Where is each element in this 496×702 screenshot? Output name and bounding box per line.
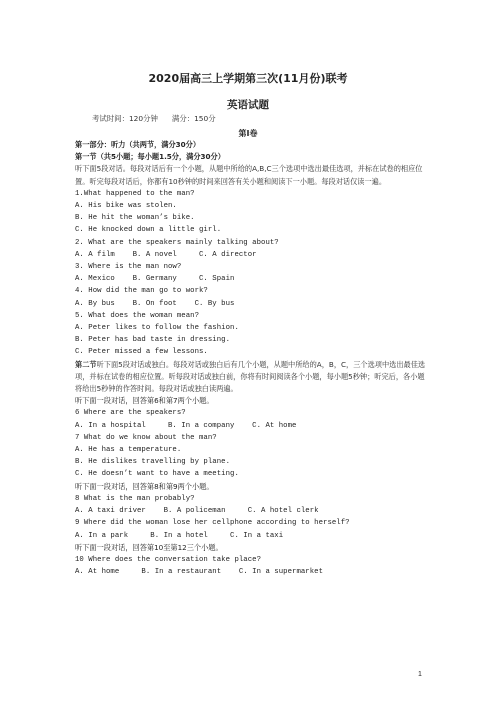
question-2-options: A. A film B. A novel C. A director: [75, 250, 257, 259]
section2-block: [75, 359, 427, 396]
section2-instructions: 听下面5段对话或独白。每段对话或独白后有几个小题，从题中所给的A，B，C，三个选项中选出最佳选项，并标在试卷的相应位置。听每段对话或独白前，你将有时间阅读各个小题，每小题5秒钟；听完后，各小题将给出5秒钟的作答时间。每段对话或独白读两遍。: [75, 359, 426, 394]
exam-meta: 考试时间：120分钟 满分：150分: [92, 114, 216, 123]
dialog-10-12-intro: 听下面一段对话，回答第10至第12三个小题。: [75, 542, 223, 552]
page-number: 1: [418, 671, 422, 678]
dialog-6-7-intro: 听下面一段对话，回答第6和第7两个小题。: [75, 396, 214, 406]
dialog-8-9-intro: 听下面一段对话，回答第8和第9两个小题。: [75, 481, 214, 491]
question-7-option-b: B. He dislikes travelling by plane.: [75, 458, 231, 467]
section1-heading: 第一节（共5小题；每小题1.5分，满分30分）: [75, 152, 225, 162]
question-7-option-c: C. He doesn’t want to have a meeting.: [75, 470, 239, 479]
question-5-option-c: C. Peter missed a few lessons.: [75, 348, 208, 357]
question-5-option-b: B. Peter has bad taste in dressing.: [75, 336, 231, 345]
question-5-stem: 5. What does the woman mean?: [75, 311, 200, 320]
exam-title: 2020届高三上学期第三次(11月份)联考: [148, 72, 348, 85]
volume-label: 第Ⅰ卷: [238, 129, 258, 138]
question-9-stem: 9 Where did the woman lose her cellphone according to herself?: [75, 519, 350, 528]
question-5-option-a: A. Peter likes to follow the fashion.: [75, 324, 239, 333]
question-4-stem: 4. How did the man go to work?: [75, 287, 208, 296]
question-3-stem: 3. Where is the man now?: [75, 263, 182, 272]
question-1-option-c: C. He knocked down a little girl.: [75, 226, 222, 235]
question-9-options: A. In a park B. In a hotel C. In a taxi: [75, 531, 284, 540]
question-8-stem: 8 What is the man probably?: [75, 494, 195, 503]
exam-content: [75, 139, 427, 578]
section2-label: 第二节: [75, 359, 97, 369]
part1-heading: 第一部分：听力（共两节，满分30分）: [75, 140, 201, 149]
question-10-stem: 10 Where does the conversation take place?: [75, 555, 262, 564]
question-6-options: A. In a hospital B. In a company C. At home: [75, 421, 297, 430]
question-1-option-b: B. He hit the woman’s bike.: [75, 214, 195, 223]
question-4-options: A. By bus B. On foot C. By bus: [75, 299, 235, 308]
section1-instructions: 听下面5段对话。每段对话后有一个小题，从题中所给的A,B,C三个选项中选出最佳选项，并标在试卷的相应位置。听完每段对话后，你都有10秒钟的时间来回答有关小题和阅读下一小题。每段对话仅读一遍。: [75, 164, 423, 186]
question-1-stem: 1.What happened to the man?: [75, 189, 195, 198]
question-2-stem: 2. What are the speakers mainly talking about?: [75, 238, 279, 247]
question-8-options: A. A taxi driver B. A policeman C. A hotel clerk: [75, 507, 319, 516]
question-7-option-a: A. He has a temperature.: [75, 446, 182, 455]
question-1-option-a: A. His bike was stolen.: [75, 202, 177, 211]
question-7-stem: 7 What do we know about the man?: [75, 433, 217, 442]
question-6-stem: 6 Where are the speakers?: [75, 409, 186, 418]
question-10-options: A. At home B. In a restaurant C. In a supermarket: [75, 568, 324, 577]
subject-title: 英语试题: [227, 99, 269, 111]
question-3-options: A. Mexico B. Germany C. Spain: [75, 275, 235, 284]
